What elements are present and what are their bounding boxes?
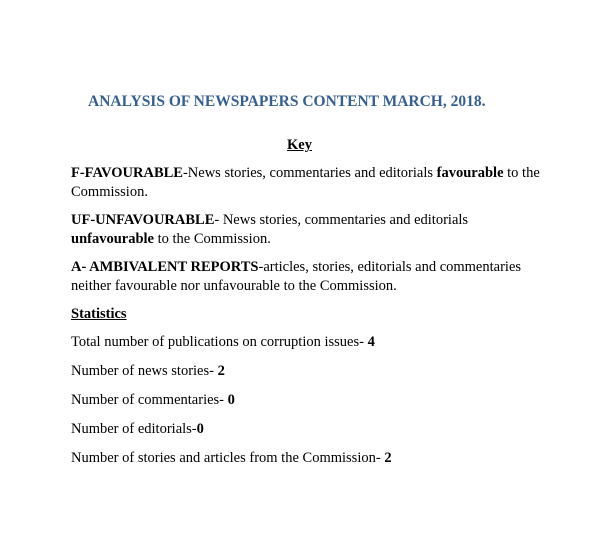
stat-commentaries-label: Number of commentaries-: [71, 392, 228, 408]
statistics-heading: Statistics: [71, 306, 127, 322]
definition-unfavourable-bold-word: unfavourable: [71, 231, 154, 247]
stat-total-publications-value: 4: [367, 334, 375, 350]
key-heading: Key: [287, 137, 312, 153]
key-heading-row: [71, 136, 528, 155]
stat-editorials-value: 0: [196, 421, 204, 437]
document-title: ANALYSIS OF NEWSPAPERS CONTENT MARCH, 2018.: [88, 93, 486, 110]
statistics-heading-row: [71, 305, 528, 324]
definition-favourable-bold-word: favourable: [436, 165, 504, 181]
stat-total-publications-label: Total number of publications on corruption issues-: [71, 334, 368, 350]
stat-total-publications: [71, 333, 528, 352]
stat-editorials: [71, 420, 528, 439]
definition-favourable-text: -News stories, commentaries and editorials: [182, 165, 437, 181]
definition-favourable-term: F-FAVOURABLE: [71, 165, 183, 181]
stat-news-stories-label: Number of news stories-: [71, 363, 218, 379]
document-page: [71, 92, 540, 468]
definition-favourable-line1-tail: to the: [503, 165, 540, 181]
definition-ambivalent-text: -articles, stories, editorials and commentaries: [258, 259, 522, 275]
definition-unfavourable-line2-tail: to the Commission.: [154, 231, 271, 247]
definition-unfavourable-term: UF-UNFAVOURABLE: [71, 212, 215, 228]
definition-unfavourable-text: - News stories, commentaries and editorials: [214, 212, 469, 228]
stat-editorials-label: Number of editorials-: [71, 421, 197, 437]
stat-commission-stories-value: 2: [384, 450, 392, 466]
stat-commentaries-value: 0: [227, 392, 235, 408]
stat-commentaries: [71, 391, 528, 410]
stat-news-stories-value: 2: [217, 363, 225, 379]
stat-news-stories: [71, 362, 528, 381]
definition-ambivalent-term: A- AMBIVALENT REPORTS: [71, 259, 259, 275]
definition-favourable-line2: Commission.: [71, 184, 148, 200]
definition-ambivalent-line2: neither favourable nor unfavourable to the Commission.: [71, 278, 397, 294]
definition-unfavourable: [71, 211, 528, 249]
stat-commission-stories-label: Number of stories and articles from the Commission-: [71, 450, 385, 466]
definition-favourable: [71, 164, 540, 202]
definition-ambivalent: [71, 258, 528, 296]
